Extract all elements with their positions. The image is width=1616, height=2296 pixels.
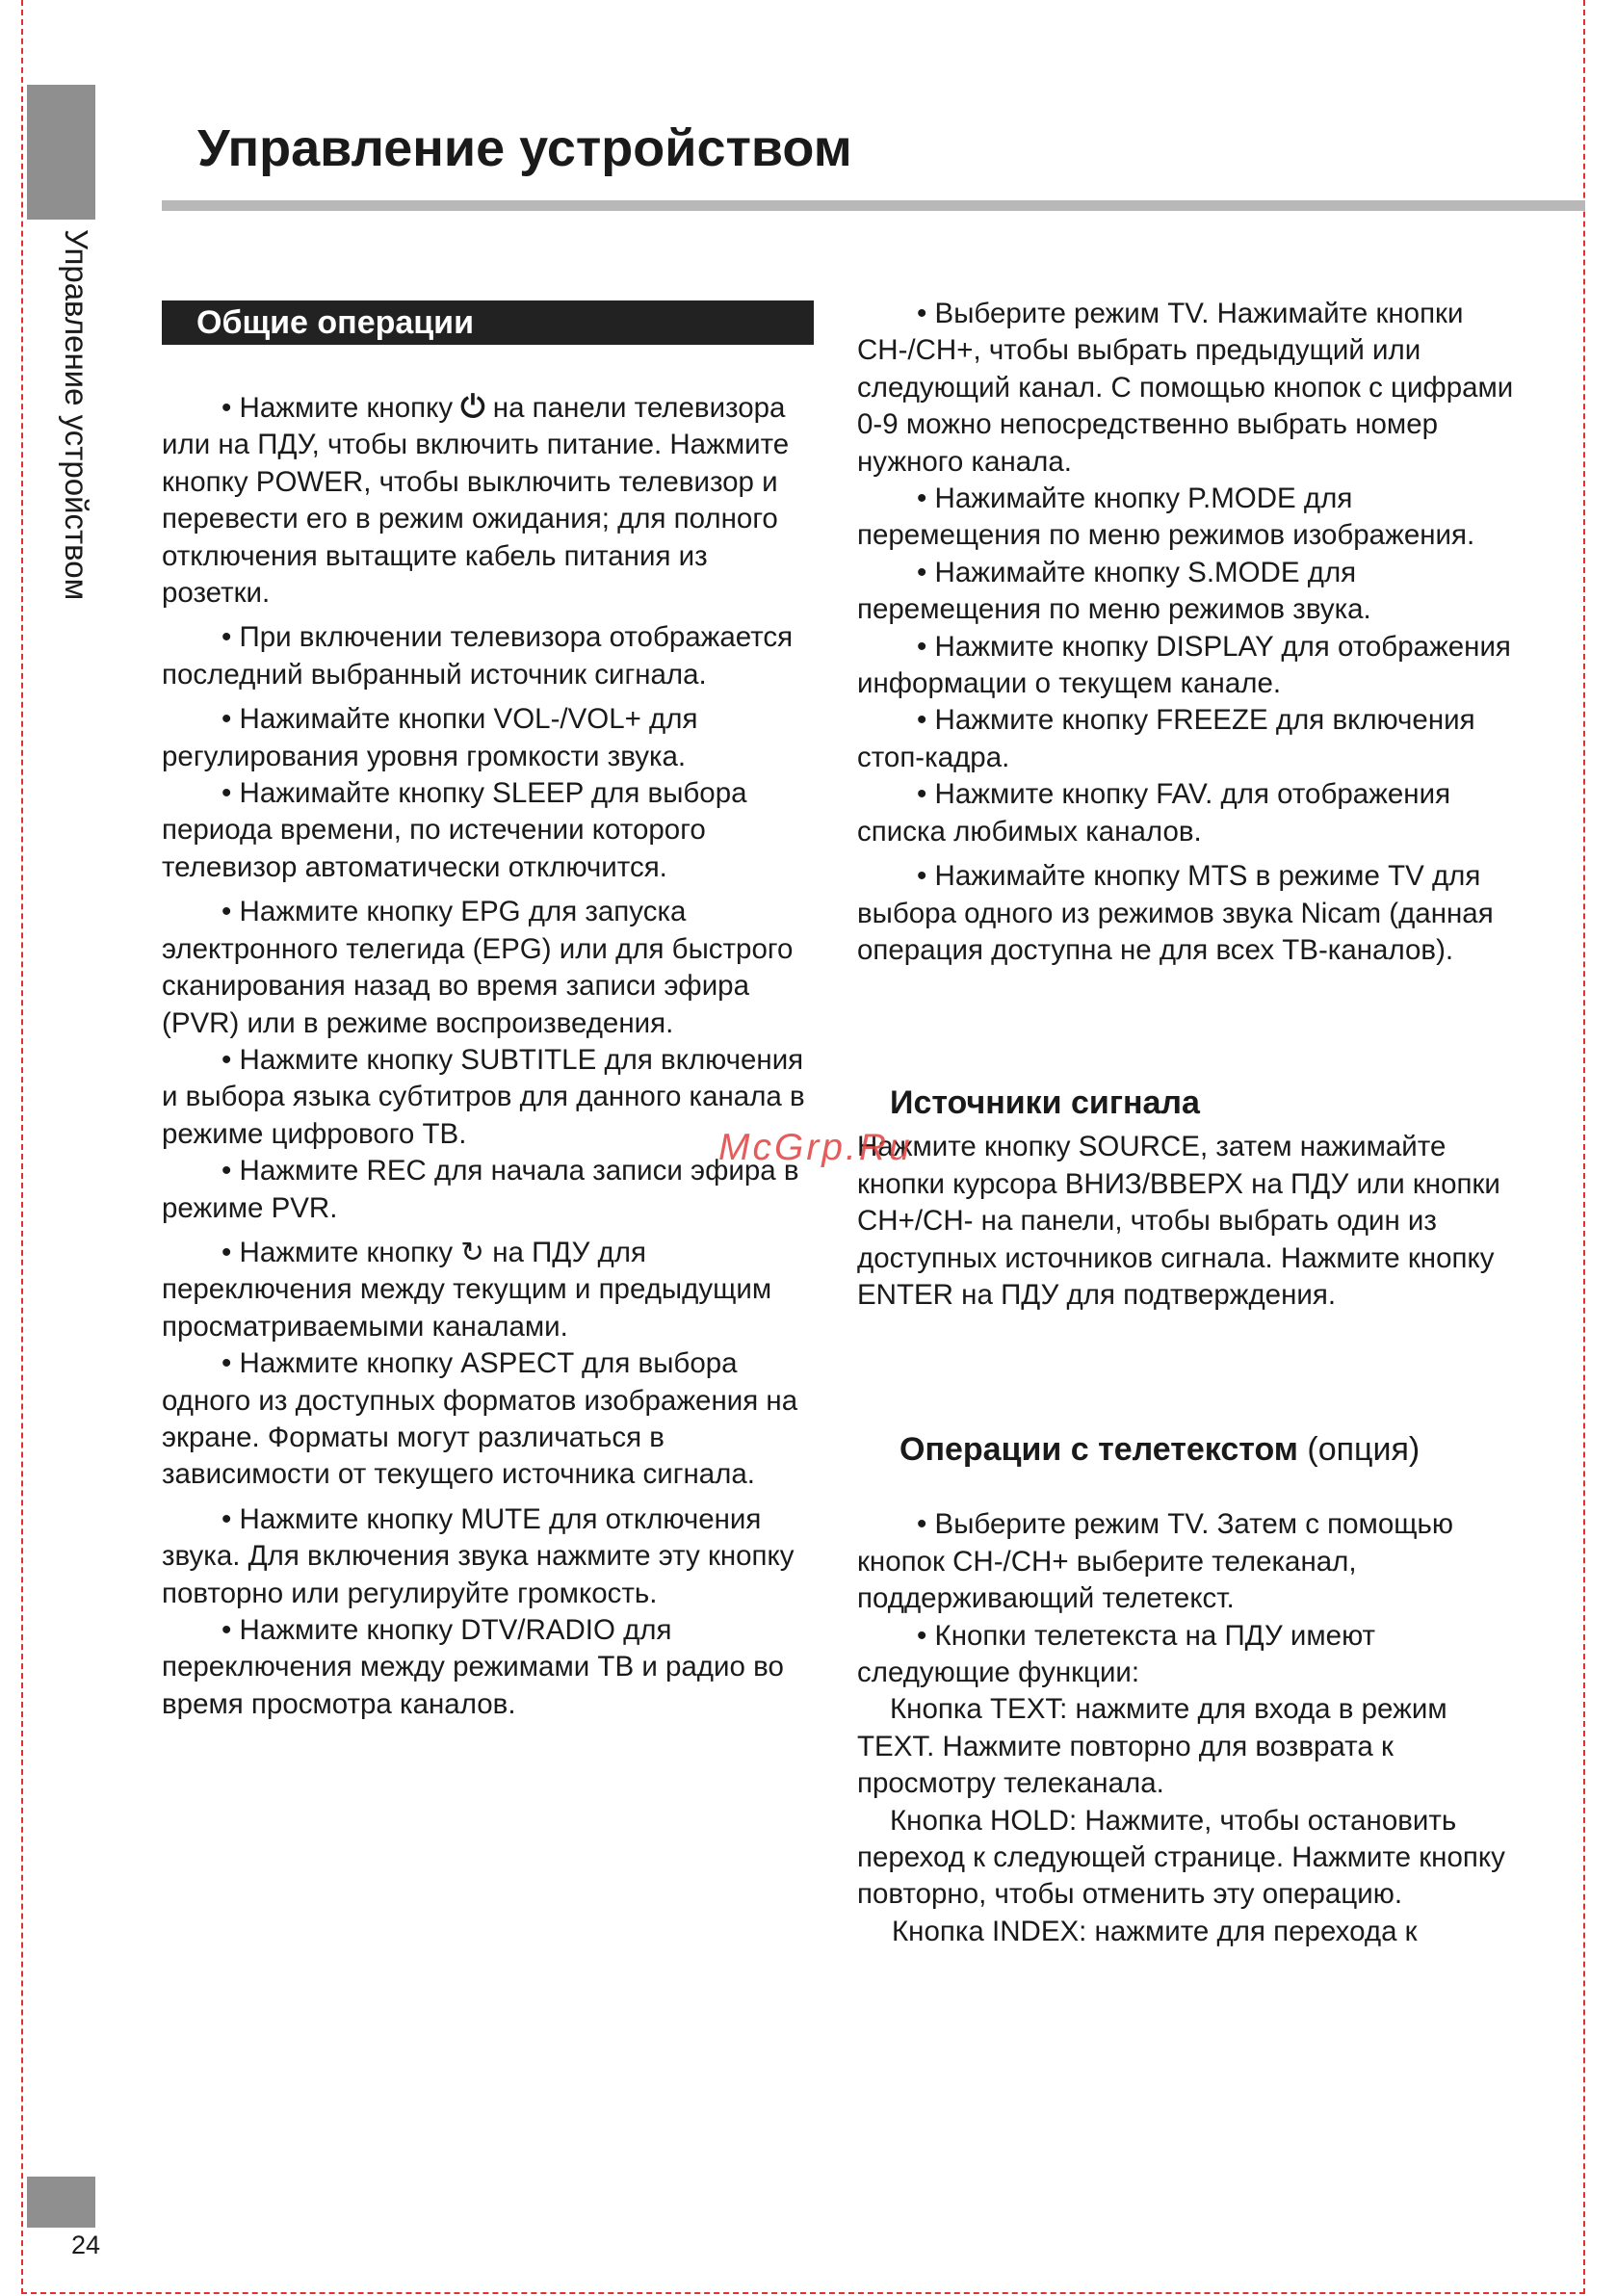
page-number: 24 [71,2231,101,2259]
paragraph: Нажмите кнопку SOURCE, затем нажимайте кнопки курсора ВНИЗ/ВВЕРХ на ПДУ или кнопки CH+/CH- на панели, чтобы выбрать один из доступных источников сигнала. Нажмите кнопку ENTER на ПДУ для подтверждения. [857,1131,1500,1312]
section-heading-teletext: Операции с телетекстом (опция) [899,1431,1421,1468]
paragraph-recall: • Нажмите кнопку ↻ на ПДУ для переключения между текущим и предыдущим просматриваемыми каналами. [162,1236,772,1343]
paragraph: • Нажимайте кнопку SLEEP для выбора периода времени, по истечении которого телевизор автоматически отключится. [162,777,747,883]
paragraph: • Выберите режим TV. Нажимайте кнопки CH-/CH+, чтобы выбрать предыдущий или следующий канал. С помощью кнопок с цифрами 0-9 можно непосредственно выбрать номер нужного канала. [857,298,1514,478]
paragraph: • Нажмите кнопку ASPECT для выбора одного из доступных форматов изображения на экране. Форматы могут различаться в зависимости от текущего источника сигнала. [162,1347,798,1491]
paragraph: • Нажмите кнопку DISPLAY для отображения информации о текущем канале. [857,630,1511,700]
teletext-section [857,1431,1531,1950]
left-column [162,388,819,1731]
recall-icon: ↻ [460,1236,484,1268]
paragraph: • Нажимайте кнопку P.MODE для перемещения по меню режимов изображения. [857,483,1475,552]
section-heading-general: Общие операции [162,300,814,345]
paragraph: • Нажимайте кнопку MTS в режиме TV для выбора одного из режимов звука Nicam (данная операция доступна не для всех ТВ-каналов). [857,860,1494,966]
power-icon: ⏻ [460,389,485,424]
paragraph: Кнопка INDEX: нажмите для перехода к [892,1915,1418,1947]
paragraph: • Нажмите кнопку FAV. для отображения списка любимых каналов. [857,778,1451,848]
right-column [857,296,1531,977]
paragraph: Кнопка HOLD: Нажмите, чтобы остановить переход к следующей странице. Нажмите кнопку повторно, чтобы отменить эту операцию. [857,1804,1505,1911]
side-tab-marker [27,85,95,220]
page-number-tab [27,2177,95,2228]
paragraph: • Нажмите кнопку DTV/RADIO для переключения между режимами ТВ и радио во время просмотра каналов. [162,1614,784,1720]
paragraph: • Нажмите кнопку MUTE для отключения звука. Для включения звука нажмите эту кнопку повторно или регулируйте громкость. [162,1502,795,1609]
paragraph: • Нажимайте кнопку S.MODE для перемещения по меню режимов звука. [857,556,1371,626]
section-heading-sources: Источники сигнала [890,1084,1200,1121]
paragraph: • Нажмите кнопку SUBTITLE для включения и выбора языка субтитров для данного канала в режиме цифрового ТВ. [162,1043,805,1150]
paragraph: • Выберите режим TV. Затем с помощью кнопок CH-/CH+ выберите телеканал, поддерживающий телетекст. [857,1508,1454,1615]
signal-sources-section [857,1084,1531,1321]
paragraph: • Кнопки телетекста на ПДУ имеют следующие функции: [857,1619,1376,1689]
watermark: McGrp.Ru [718,1127,913,1168]
page-title: Управление устройством [197,119,852,177]
paragraph: • Нажмите кнопку EPG для запуска электронного телегида (EPG) или для быстрого сканирования назад во время записи эфира (PVR) или в режиме воспроизведения. [162,896,794,1039]
paragraph: Кнопка TEXT: нажмите для входа в режим TEXT. Нажмите повторно для возврата к просмотру телеканала. [857,1693,1447,1800]
title-rule [162,200,1585,211]
side-chapter-title: Управление устройством [59,229,94,601]
paragraph: • Нажмите REC для начала записи эфира в режиме PVR. [162,1155,799,1224]
paragraph: • Нажимайте кнопки VOL-/VOL+ для регулирования уровня громкости звука. [162,703,698,772]
paragraph-power: • Нажмите кнопку ⏻ на панели телевизора или на ПДУ, чтобы включить питание. Нажмите кнопку POWER, чтобы выключить телевизор и перевести его в режим ожидания; для полного отключения вытащите кабель питания из розетки. [162,389,790,610]
paragraph: • При включении телевизора отображается последний выбранный источник сигнала. [162,621,794,691]
paragraph: • Нажмите кнопку FREEZE для включения стоп-кадра. [857,704,1475,773]
